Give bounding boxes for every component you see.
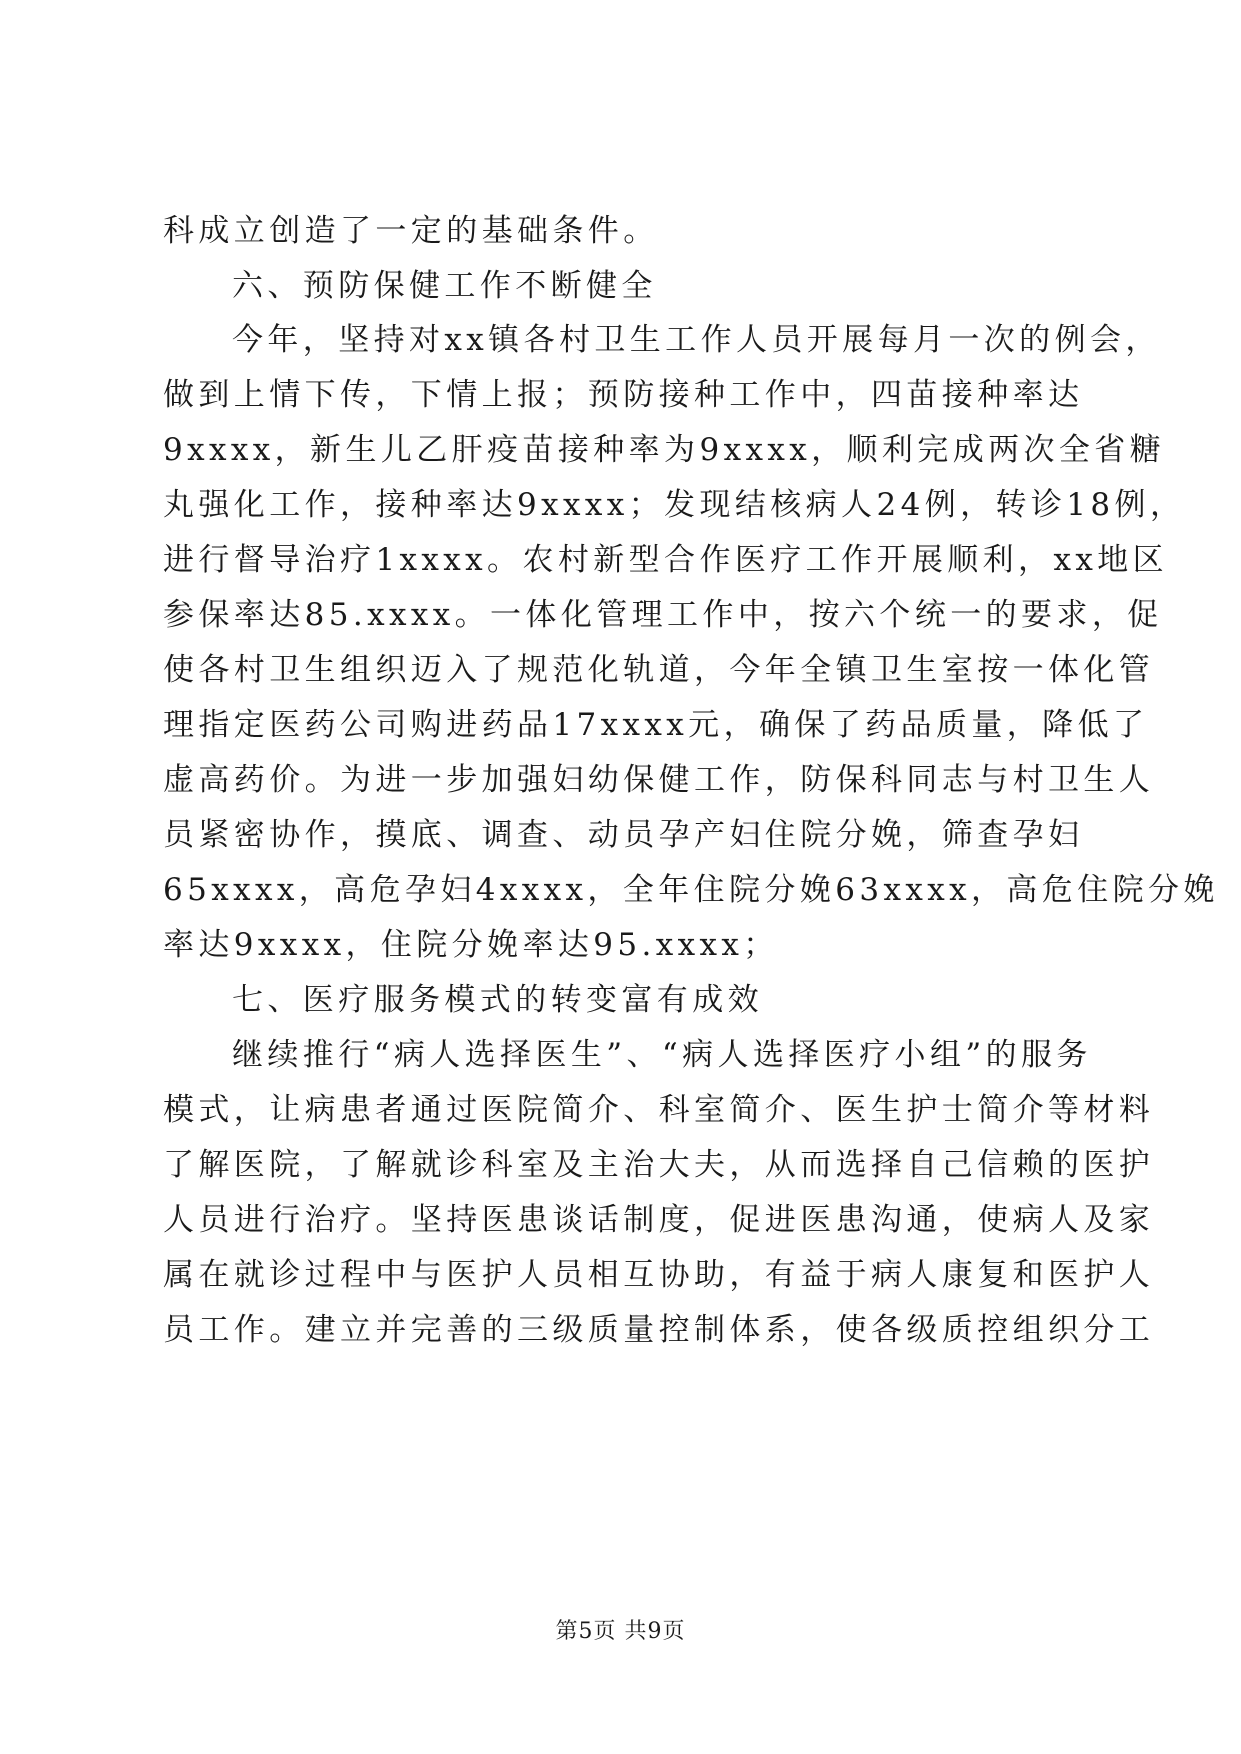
paragraph-line: 继续推行“病人选择医生”、“病人选择医疗小组”的服务 [232, 1037, 1092, 1073]
paragraph-line: 丸强化工作，接种率达9xxxx；发现结核病人24例，转诊18例， [163, 487, 1186, 523]
paragraph-line: 进行督导治疗1xxxx。农村新型合作医疗工作开展顺利，xx地区 [163, 542, 1169, 578]
paragraph-line: 9xxxx，新生儿乙肝疫苗接种率为9xxxx，顺利完成两次全省糖 [163, 432, 1166, 468]
section-heading: 六、预防保健工作不断健全 [232, 268, 657, 304]
page-number-footer: 第5页 共9页 [555, 1619, 686, 1644]
paragraph-line: 科成立创造了一定的基础条件。 [163, 213, 659, 249]
paragraph-line: 使各村卫生组织迈入了规范化轨道，今年全镇卫生室按一体化管 [163, 652, 1155, 688]
paragraph-line: 模式，让病患者通过医院简介、科室简介、医生护士简介等材料 [163, 1092, 1155, 1128]
paragraph-line: 理指定医药公司购进药品17xxxx元，确保了药品质量，降低了 [163, 707, 1149, 743]
paragraph-line: 今年，坚持对xx镇各村卫生工作人员开展每月一次的例会， [232, 322, 1161, 358]
paragraph-line: 参保率达85.xxxx。一体化管理工作中，按六个统一的要求，促 [163, 597, 1163, 633]
paragraph-line: 了解医院，了解就诊科室及主治大夫，从而选择自己信赖的医护 [163, 1147, 1155, 1183]
paragraph-line: 属在就诊过程中与医护人员相互协助，有益于病人康复和医护人 [163, 1257, 1155, 1293]
paragraph-line: 虚高药价。为进一步加强妇幼保健工作，防保科同志与村卫生人 [163, 762, 1155, 798]
paragraph-line: 率达9xxxx，住院分娩率达95.xxxx； [163, 927, 779, 963]
section-heading: 七、医疗服务模式的转变富有成效 [232, 982, 763, 1018]
paragraph-line: 人员进行治疗。坚持医患谈话制度，促进医患沟通，使病人及家 [163, 1202, 1155, 1238]
paragraph-line: 做到上情下传，下情上报；预防接种工作中，四苗接种率达 [163, 377, 1084, 413]
paragraph-line: 65xxxx，高危孕妇4xxxx，全年住院分娩63xxxx，高危住院分娩 [163, 872, 1219, 908]
paragraph-line: 员紧密协作，摸底、调查、动员孕产妇住院分娩，筛查孕妇 [163, 817, 1084, 853]
paragraph-line: 员工作。建立并完善的三级质量控制体系，使各级质控组织分工 [163, 1312, 1155, 1348]
